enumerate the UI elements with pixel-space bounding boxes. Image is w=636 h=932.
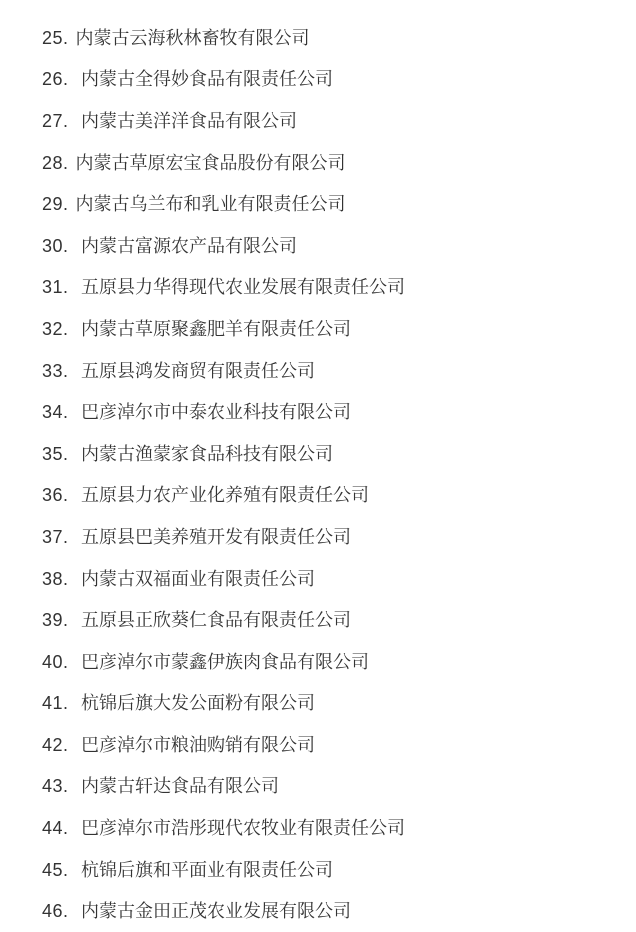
list-item bbox=[42, 766, 626, 808]
item-name: 内蒙古轩达食品有限公司 bbox=[81, 776, 280, 797]
list-item bbox=[42, 683, 626, 725]
item-name: 五原县鸿发商贸有限责任公司 bbox=[81, 360, 316, 381]
list-item bbox=[42, 558, 626, 600]
list-item bbox=[42, 267, 626, 309]
item-name: 五原县巴美养殖开发有限责任公司 bbox=[81, 526, 352, 547]
item-name: 内蒙古美洋洋食品有限公司 bbox=[81, 110, 298, 131]
list-item bbox=[42, 391, 626, 433]
item-number: 46. bbox=[42, 901, 69, 922]
item-number: 38. bbox=[42, 568, 69, 589]
item-name: 内蒙古金田正茂农业发展有限公司 bbox=[81, 901, 352, 922]
list-item bbox=[42, 516, 626, 558]
list-item bbox=[42, 100, 626, 142]
list-item bbox=[42, 59, 626, 101]
item-name: 五原县力农产业化养殖有限责任公司 bbox=[81, 485, 370, 506]
item-number: 29. bbox=[42, 194, 69, 215]
item-number: 32. bbox=[42, 318, 69, 339]
item-number: 43. bbox=[42, 776, 69, 797]
list-item bbox=[42, 183, 626, 225]
item-number: 28. bbox=[42, 152, 69, 173]
item-number: 37. bbox=[42, 526, 69, 547]
list-item bbox=[42, 849, 626, 891]
list-item bbox=[42, 225, 626, 267]
item-number: 26. bbox=[42, 69, 69, 90]
item-name: 巴彦淖尔市蒙鑫伊族肉食品有限公司 bbox=[81, 651, 370, 672]
item-name: 内蒙古云海秋林畜牧有限公司 bbox=[75, 27, 310, 48]
item-name: 杭锦后旗大发公面粉有限公司 bbox=[81, 693, 316, 714]
item-name: 内蒙古双福面业有限责任公司 bbox=[81, 568, 316, 589]
list-item bbox=[42, 350, 626, 392]
item-number: 39. bbox=[42, 610, 69, 631]
item-name: 内蒙古渔蒙家食品科技有限公司 bbox=[81, 443, 334, 464]
item-name: 内蒙古全得妙食品有限责任公司 bbox=[81, 69, 334, 90]
item-number: 34. bbox=[42, 402, 69, 423]
item-name: 内蒙古乌兰布和乳业有限责任公司 bbox=[75, 194, 346, 215]
item-name: 五原县正欣葵仁食品有限责任公司 bbox=[81, 610, 352, 631]
item-number: 36. bbox=[42, 485, 69, 506]
item-number: 42. bbox=[42, 734, 69, 755]
item-name: 巴彦淖尔市浩彤现代农牧业有限责任公司 bbox=[81, 818, 406, 839]
item-name: 杭锦后旗和平面业有限责任公司 bbox=[81, 859, 334, 880]
list-item bbox=[42, 724, 626, 766]
list-item bbox=[42, 641, 626, 683]
item-number: 35. bbox=[42, 443, 69, 464]
item-name: 巴彦淖尔市中泰农业科技有限公司 bbox=[81, 402, 352, 423]
item-name: 五原县力华得现代农业发展有限责任公司 bbox=[81, 277, 406, 298]
item-name: 内蒙古草原宏宝食品股份有限公司 bbox=[75, 152, 346, 173]
list-item bbox=[42, 890, 626, 932]
item-number: 33. bbox=[42, 360, 69, 381]
list-item bbox=[42, 308, 626, 350]
item-number: 45. bbox=[42, 859, 69, 880]
list-item bbox=[42, 599, 626, 641]
item-name: 内蒙古富源农产品有限公司 bbox=[81, 235, 298, 256]
item-number: 44. bbox=[42, 818, 69, 839]
list-item bbox=[42, 433, 626, 475]
list-item bbox=[42, 17, 626, 59]
list-item bbox=[42, 142, 626, 184]
item-number: 31. bbox=[42, 277, 69, 298]
list-item bbox=[42, 807, 626, 849]
item-name: 内蒙古草原聚鑫肥羊有限责任公司 bbox=[81, 318, 352, 339]
item-number: 30. bbox=[42, 235, 69, 256]
item-name: 巴彦淖尔市粮油购销有限公司 bbox=[81, 734, 316, 755]
item-number: 25. bbox=[42, 27, 69, 48]
list-item bbox=[42, 475, 626, 517]
item-number: 27. bbox=[42, 110, 69, 131]
item-number: 41. bbox=[42, 693, 69, 714]
item-number: 40. bbox=[42, 651, 69, 672]
